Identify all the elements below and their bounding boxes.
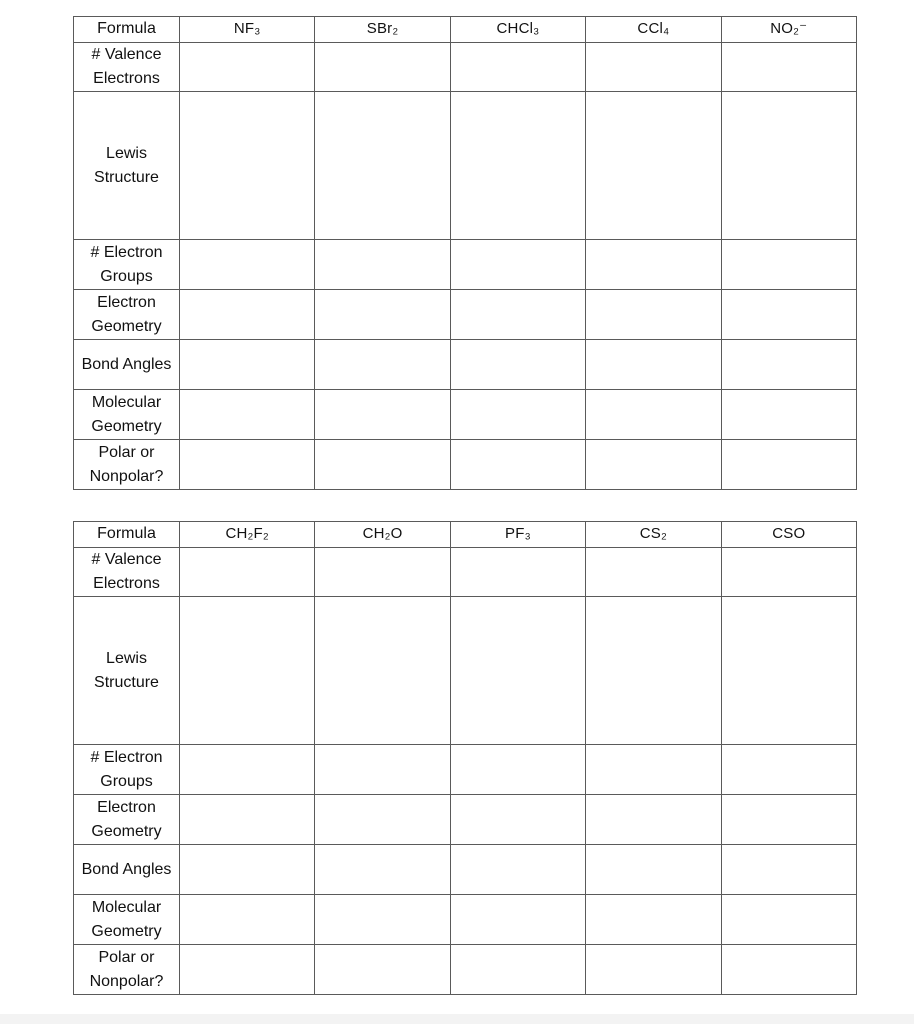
molecule-table-1 [73, 16, 857, 490]
molecular-geometry-row [74, 390, 857, 440]
answer-cell[interactable] [180, 290, 315, 340]
answer-cell[interactable] [450, 290, 585, 340]
bond-angles-row [74, 845, 857, 895]
polarity-row [74, 440, 857, 490]
answer-cell[interactable] [721, 795, 856, 845]
answer-cell[interactable] [586, 290, 721, 340]
lewis-structure-row [74, 597, 857, 745]
row-label-formula: Formula [74, 17, 180, 43]
answer-cell[interactable] [315, 795, 450, 845]
electron-groups-row [74, 745, 857, 795]
answer-cell[interactable] [180, 945, 315, 995]
formula-header: CHCl₃ [450, 17, 585, 43]
answer-cell[interactable] [450, 945, 585, 995]
answer-cell[interactable] [315, 340, 450, 390]
answer-cell[interactable] [180, 92, 315, 240]
answer-cell[interactable] [721, 548, 856, 597]
answer-cell[interactable] [180, 390, 315, 440]
answer-cell[interactable] [586, 845, 721, 895]
answer-cell[interactable] [180, 440, 315, 490]
answer-cell[interactable] [315, 895, 450, 945]
answer-cell[interactable] [721, 945, 856, 995]
answer-cell[interactable] [180, 795, 315, 845]
answer-cell[interactable] [450, 92, 585, 240]
answer-cell[interactable] [180, 43, 315, 92]
answer-cell[interactable] [450, 895, 585, 945]
row-label-bond-angles: Bond Angles [74, 340, 180, 390]
formula-header: PF₃ [450, 522, 585, 548]
polarity-row [74, 945, 857, 995]
answer-cell[interactable] [721, 43, 856, 92]
valence-electrons-row [74, 43, 857, 92]
answer-cell[interactable] [586, 795, 721, 845]
formula-header: CCl₄ [586, 17, 721, 43]
answer-cell[interactable] [450, 548, 585, 597]
answer-cell[interactable] [180, 240, 315, 290]
row-label-electron-groups: # Electron Groups [74, 745, 180, 795]
answer-cell[interactable] [315, 548, 450, 597]
row-label-molecular-geometry: Molecular Geometry [74, 390, 180, 440]
lewis-structure-row [74, 92, 857, 240]
answer-cell[interactable] [586, 745, 721, 795]
electron-geometry-row [74, 290, 857, 340]
answer-cell[interactable] [721, 895, 856, 945]
answer-cell[interactable] [586, 92, 721, 240]
molecular-geometry-row [74, 895, 857, 945]
answer-cell[interactable] [586, 240, 721, 290]
answer-cell[interactable] [721, 745, 856, 795]
row-label-molecular-geometry: Molecular Geometry [74, 895, 180, 945]
answer-cell[interactable] [180, 745, 315, 795]
answer-cell[interactable] [315, 240, 450, 290]
answer-cell[interactable] [450, 340, 585, 390]
answer-cell[interactable] [450, 43, 585, 92]
answer-cell[interactable] [450, 795, 585, 845]
valence-electrons-row [74, 548, 857, 597]
formula-header: CH₂F₂ [180, 522, 315, 548]
bond-angles-row [74, 340, 857, 390]
answer-cell[interactable] [180, 845, 315, 895]
answer-cell[interactable] [721, 240, 856, 290]
answer-cell[interactable] [315, 945, 450, 995]
row-label-polarity: Polar or Nonpolar? [74, 945, 180, 995]
answer-cell[interactable] [586, 43, 721, 92]
answer-cell[interactable] [586, 390, 721, 440]
answer-cell[interactable] [450, 390, 585, 440]
answer-cell[interactable] [586, 548, 721, 597]
answer-cell[interactable] [586, 895, 721, 945]
formula-header: CSO [721, 522, 856, 548]
answer-cell[interactable] [315, 43, 450, 92]
row-label-lewis-structure: Lewis Structure [74, 597, 180, 745]
answer-cell[interactable] [315, 92, 450, 240]
answer-cell[interactable] [180, 340, 315, 390]
answer-cell[interactable] [721, 390, 856, 440]
answer-cell[interactable] [450, 440, 585, 490]
formula-row [74, 17, 857, 43]
answer-cell[interactable] [586, 340, 721, 390]
row-label-electron-geometry: Electron Geometry [74, 290, 180, 340]
row-label-electron-groups: # Electron Groups [74, 240, 180, 290]
answer-cell[interactable] [721, 290, 856, 340]
answer-cell[interactable] [180, 895, 315, 945]
formula-header: CS₂ [586, 522, 721, 548]
answer-cell[interactable] [450, 597, 585, 745]
formula-header: NO₂⁻ [721, 17, 856, 43]
row-label-bond-angles: Bond Angles [74, 845, 180, 895]
electron-geometry-row [74, 795, 857, 845]
formula-row [74, 522, 857, 548]
formula-header: CH₂O [315, 522, 450, 548]
answer-cell[interactable] [315, 845, 450, 895]
formula-header: SBr₂ [315, 17, 450, 43]
row-label-electron-geometry: Electron Geometry [74, 795, 180, 845]
electron-groups-row [74, 240, 857, 290]
row-label-valence-electrons: # Valence Electrons [74, 548, 180, 597]
answer-cell[interactable] [586, 945, 721, 995]
answer-cell[interactable] [586, 440, 721, 490]
row-label-formula: Formula [74, 522, 180, 548]
answer-cell[interactable] [450, 745, 585, 795]
answer-cell[interactable] [450, 240, 585, 290]
row-label-lewis-structure: Lewis Structure [74, 92, 180, 240]
answer-cell[interactable] [315, 597, 450, 745]
formula-header: NF₃ [180, 17, 315, 43]
answer-cell[interactable] [315, 290, 450, 340]
answer-cell[interactable] [180, 548, 315, 597]
answer-cell[interactable] [450, 845, 585, 895]
answer-cell[interactable] [180, 597, 315, 745]
page-bottom-edge [0, 1014, 914, 1024]
answer-cell[interactable] [315, 440, 450, 490]
answer-cell[interactable] [721, 340, 856, 390]
answer-cell[interactable] [721, 845, 856, 895]
molecule-table-2 [73, 521, 857, 995]
answer-cell[interactable] [721, 92, 856, 240]
answer-cell[interactable] [315, 390, 450, 440]
row-label-valence-electrons: # Valence Electrons [74, 43, 180, 92]
answer-cell[interactable] [721, 440, 856, 490]
answer-cell[interactable] [315, 745, 450, 795]
row-label-polarity: Polar or Nonpolar? [74, 440, 180, 490]
answer-cell[interactable] [586, 597, 721, 745]
answer-cell[interactable] [721, 597, 856, 745]
